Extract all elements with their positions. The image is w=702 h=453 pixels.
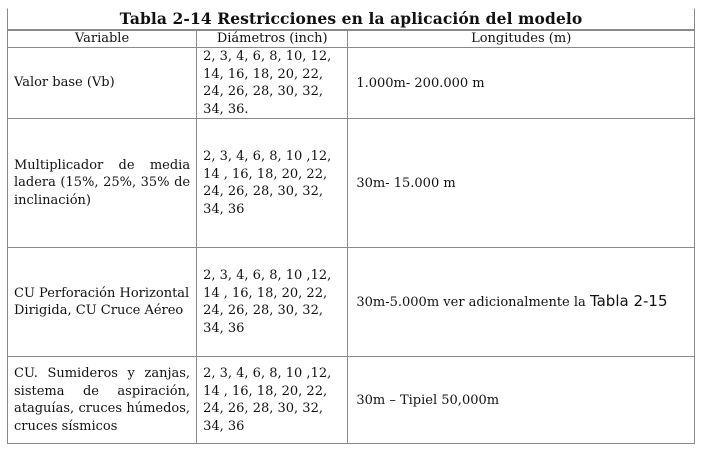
cell-variable: Valor base (Vb) (8, 48, 197, 119)
cell-diametros: 2, 3, 4, 6, 8, 10, 12, 14, 16, 18, 20, 22, 24, 26, 28, 30, 32, 34, 36. (197, 48, 348, 119)
cell-diametros: 2, 3, 4, 6, 8, 10 ,12, 14 , 16, 18, 20, 22, 24, 26, 28, 30, 32, 34, 36 (197, 357, 348, 444)
longitudes-text: 1.000m- 200.000 m (356, 75, 485, 91)
cell-variable: CU Perforación Horizontal Dirigida, CU Cruce Aéreo (8, 248, 197, 357)
table-row (8, 119, 695, 248)
cell-diametros: 2, 3, 4, 6, 8, 10 ,12, 14 , 16, 18, 20, 22, 24, 26, 28, 30, 32, 34, 36 (197, 119, 348, 248)
header-variable: Variable (8, 31, 197, 48)
table-row (8, 248, 695, 357)
longitudes-text: 30m – Tipiel 50,000m (356, 392, 500, 408)
cell-diametros: 2, 3, 4, 6, 8, 10 ,12, 14 , 16, 18, 20, 22, 24, 26, 28, 30, 32, 34, 36 (197, 248, 348, 357)
tabla-reference-link: Tabla 2-15 (589, 291, 668, 310)
restrictions-table (7, 30, 695, 444)
table-header-row (8, 31, 695, 48)
table-title-box (7, 8, 695, 30)
table-row (8, 357, 695, 444)
cell-longitudes (348, 357, 695, 444)
cell-longitudes (348, 48, 695, 119)
cell-variable: CU. Sumideros y zanjas, sistema de aspiración, ataguías, cruces húmedos, cruces sísmicos (8, 357, 197, 444)
header-longitudes: Longitudes (m) (348, 31, 695, 48)
header-diametros: Diámetros (inch) (197, 31, 348, 48)
cell-longitudes (348, 119, 695, 248)
cell-variable: Multiplicador de media ladera (15%, 25%, 35% de inclinación) (8, 119, 197, 248)
table-row (8, 48, 695, 119)
restrictions-table-container (7, 8, 695, 444)
longitudes-text: 30m- 15.000 m (356, 175, 456, 191)
longitudes-text: 30m-5.000m ver adicionalmente la (356, 294, 590, 310)
cell-longitudes (348, 248, 695, 357)
table-title: Tabla 2-14 Restricciones en la aplicación del modelo (8, 9, 694, 30)
